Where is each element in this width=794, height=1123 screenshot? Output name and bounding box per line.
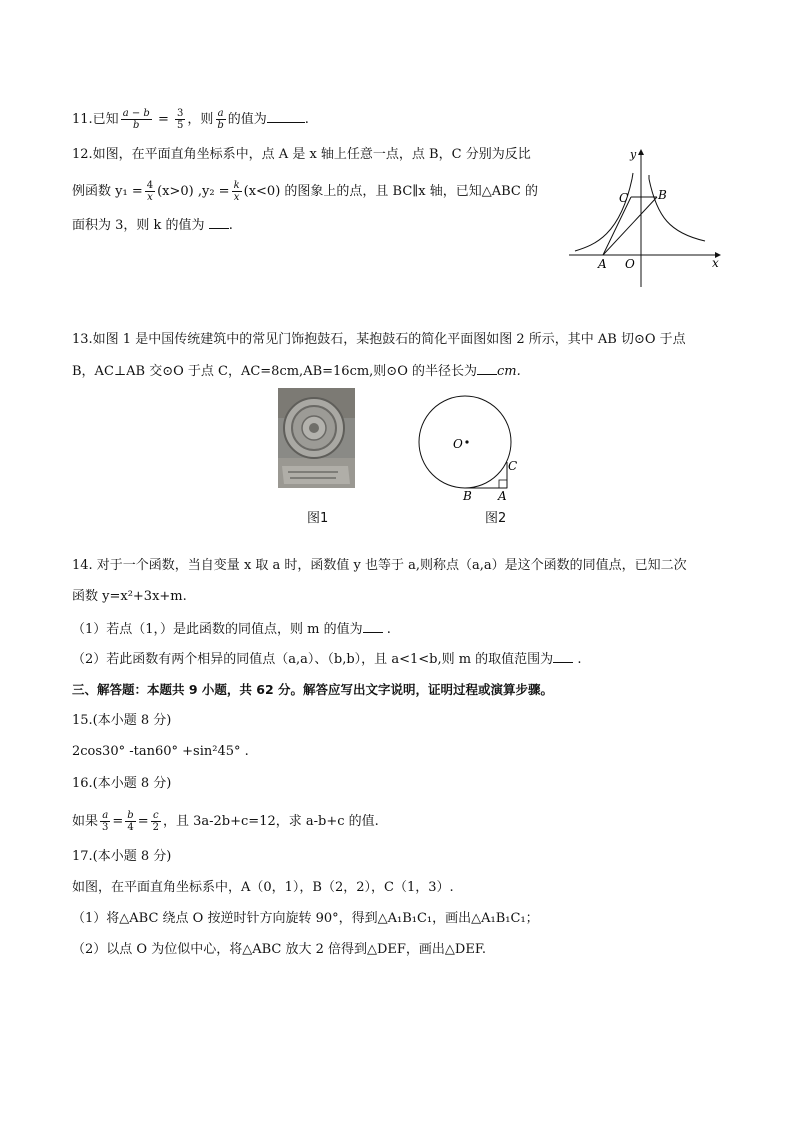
- q16-fraction-b: $\frac{b}{4}$: [127, 810, 134, 833]
- question-11: 11.已知 $\frac{a - b}{b}$ = $\frac{3}{5}$ ，则 $\frac{a}{b}$ 的值为 .: [72, 108, 309, 131]
- answer-blank[interactable]: [209, 216, 229, 229]
- q12-line-2: 例函数 y₁ = $\frac{4}{x}$ (x>0) ,y₂ = $\frac{k}{x}$ (x<0) 的图象上的点，且 BC∥x 轴，已知△ABC 的: [72, 180, 539, 203]
- q17-part-1: （1）将△ABC 绕点 O 按逆时针方向旋转 90°，得到△A₁B₁C₁，画出△A₁B₁C₁；: [72, 911, 539, 926]
- q16-fraction-a: $\frac{a}{3}$: [102, 810, 109, 833]
- q14-part-2: （2）若此函数有两个相异的同值点（a,a）、（b,b），且 a<1<b,则 m 的取值范围为 .: [72, 652, 582, 667]
- q11-fraction-1: $\frac{a - b}{b}$: [122, 108, 150, 131]
- q17-heading: 17.(本小题 8 分): [72, 849, 172, 864]
- graph-label-c: C: [619, 191, 629, 205]
- q15-body: 2cos30° -tan60° +sin²45° .: [72, 744, 249, 759]
- q12-line-1: 12.如图，在平面直角坐标系中，点 A 是 x 轴上任意一点，点 B，C 分别为反比: [72, 147, 531, 162]
- fig2-label-a: A: [498, 489, 507, 502]
- q16-fraction-c: $\frac{c}{2}$: [152, 810, 159, 833]
- q15-heading: 15.(本小题 8 分): [72, 713, 172, 728]
- graph-label-a: A: [598, 257, 607, 271]
- q12-fraction-1: $\frac{4}{x}$: [146, 180, 154, 203]
- q13-figure-2: [415, 392, 525, 502]
- section-3-heading: 三、解答题：本题共 9 小题，共 62 分。解答应写出文字说明，证明过程或演算步骤。: [72, 682, 554, 697]
- fig2-label-o: O: [453, 437, 463, 451]
- graph-label-y: y: [630, 148, 637, 161]
- q17-body: 如图，在平面直角坐标系中，A（0，1），B（2，2），C（1，3）.: [72, 880, 454, 895]
- q16-body: 如果 $\frac{a}{3}$ = $\frac{b}{4}$ = $\frac{c}{2}$ ，且 3a-2b+c=12，求 a-b+c 的值.: [72, 810, 379, 833]
- q14-part-1: （1）若点（1，）是此函数的同值点，则 m 的值为 .: [72, 622, 391, 637]
- drum-stone-photo: [278, 388, 355, 488]
- q12-fraction-2: $\frac{k}{x}$: [233, 180, 240, 203]
- answer-blank[interactable]: [553, 650, 573, 663]
- answer-blank[interactable]: [363, 620, 383, 633]
- q11-prefix: 11.已知: [72, 112, 119, 127]
- q14-line-2: 函数 y=x²+3x+m.: [72, 589, 187, 604]
- fig2-caption: 图2: [485, 511, 507, 526]
- q16-heading: 16.(本小题 8 分): [72, 776, 172, 791]
- q13-line-2: B，AC⊥AB 交⊙O 于点 C，AC=8cm,AB=16cm,则⊙O 的半径长为 cm.: [72, 364, 521, 379]
- q12-graph: [565, 145, 725, 295]
- q17-part-2: （2）以点 O 为位似中心，将△ABC 放大 2 倍得到△DEF，画出△DEF.: [72, 942, 486, 957]
- graph-label-x: x: [712, 256, 719, 270]
- fig2-label-b: B: [463, 489, 472, 502]
- q14-line-1: 14. 对于一个函数，当自变量 x 取 a 时，函数值 y 也等于 a,则称点（a,a）是这个函数的同值点，已知二次: [72, 558, 687, 573]
- answer-blank[interactable]: [267, 110, 305, 123]
- answer-blank[interactable]: [477, 362, 497, 375]
- q12-line-3: 面积为 3，则 k 的值为 .: [72, 218, 233, 233]
- graph-label-b: B: [658, 188, 667, 202]
- q13-line-1: 13.如图 1 是中国传统建筑中的常见门饰抱鼓石，某抱鼓石的简化平面图如图 2 所示，其中 AB 切⊙O 于点: [72, 332, 686, 347]
- graph-label-o: O: [625, 257, 635, 271]
- fig2-label-c: C: [508, 459, 518, 473]
- q11-fraction-3: $\frac{a}{b}$: [217, 108, 224, 131]
- q11-fraction-2: $\frac{3}{5}$: [176, 108, 184, 131]
- fig1-caption: 图1: [307, 511, 329, 526]
